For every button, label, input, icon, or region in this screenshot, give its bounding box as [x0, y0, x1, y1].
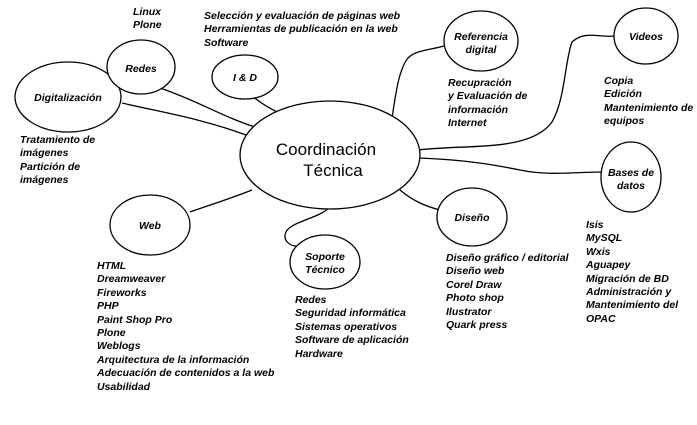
list-item: Software: [204, 36, 249, 49]
list-diseno: [446, 252, 569, 332]
connector-referencia: [392, 46, 444, 118]
list-item: equipos: [604, 115, 645, 128]
list-soporte: [295, 294, 409, 361]
list-item: Herramientas de publicación en la web: [204, 23, 398, 36]
label-digitalizacion: Digitalización: [34, 92, 102, 104]
list-item: PHP: [97, 300, 119, 313]
list-referencia: [448, 77, 527, 131]
list-item: Quark press: [446, 319, 508, 332]
list-item: Weblogs: [97, 340, 141, 353]
list-redes: [133, 6, 162, 33]
list-item: Photo shop: [446, 292, 504, 305]
label-soporte-line1: Soporte: [305, 251, 345, 263]
list-item: Internet: [448, 117, 487, 130]
list-item: Linux: [133, 6, 161, 18]
label-referencia-line1: Referencia: [454, 31, 508, 43]
label-soporte-line2: Técnico: [305, 264, 345, 276]
list-item: Diseño gráfico / editorial: [446, 252, 569, 264]
list-item: HTML: [97, 260, 127, 272]
list-item: Tratamiento de: [20, 134, 96, 146]
connector-digitalizacion: [122, 103, 246, 135]
list-item: Paint Shop Pro: [97, 313, 173, 326]
list-item: imágenes: [20, 174, 69, 187]
list-item: Wxis: [586, 245, 611, 258]
list-item: y Evaluación de: [448, 90, 528, 103]
list-item: Recupración: [448, 77, 512, 89]
list-item: Corel Draw: [446, 278, 502, 291]
label-bases-line1: Bases de: [607, 167, 655, 179]
list-bases: [586, 219, 678, 326]
label-videos: Videos: [628, 31, 664, 43]
list-item: Redes: [295, 294, 327, 306]
list-item: Copia: [604, 75, 634, 87]
label-referencia-line2: digital: [465, 44, 497, 56]
list-item: Fireworks: [97, 286, 147, 299]
label-diseno: Diseño: [454, 212, 490, 224]
label-id: I & D: [233, 72, 257, 84]
list-item: Mantenimiento de: [604, 101, 694, 114]
center-label-line2: Técnica: [303, 161, 363, 180]
list-item: Arquitectura de la información: [97, 353, 250, 366]
connector-bases: [420, 158, 603, 173]
connector-web: [190, 190, 252, 212]
list-item: información: [448, 103, 509, 116]
list-item: Ilustrator: [446, 305, 492, 318]
list-item: Migración de BD: [586, 272, 669, 285]
center-label-line1: Coordinación: [275, 140, 377, 159]
list-item: imágenes: [20, 147, 69, 160]
list-videos: [604, 75, 693, 129]
list-item: Adecuación de contenidos a la web: [97, 367, 275, 380]
list-item: Software de aplicación: [295, 334, 409, 347]
list-web: [97, 260, 274, 394]
list-item: Sistemas operativos: [295, 320, 398, 333]
label-redes: Redes: [125, 63, 157, 75]
list-item: OPAC: [586, 312, 616, 325]
list-item: Plone: [133, 19, 162, 32]
connector-diseno: [400, 190, 440, 210]
list-item: Isis: [586, 219, 604, 231]
list-item: Selección y evaluación de páginas web: [204, 10, 401, 22]
list-id: [204, 10, 400, 50]
list-digitalizacion: [20, 134, 95, 188]
list-item: Usabilidad: [97, 380, 151, 393]
list-item: Hardware: [295, 347, 343, 360]
list-item: Seguridad informática: [295, 307, 406, 320]
label-bases-line2: datos: [616, 180, 646, 192]
list-item: Partición de: [20, 160, 81, 173]
list-item: MySQL: [586, 232, 623, 245]
list-item: Edición: [604, 88, 642, 101]
list-item: Aguapey: [586, 259, 631, 272]
label-web: Web: [139, 220, 161, 232]
list-item: Administración y: [586, 286, 672, 299]
list-item: Plone: [97, 327, 126, 340]
list-item: Dreamweaver: [97, 273, 166, 286]
list-item: Diseño web: [446, 265, 505, 278]
list-item: Mantenimiento del: [586, 299, 679, 312]
